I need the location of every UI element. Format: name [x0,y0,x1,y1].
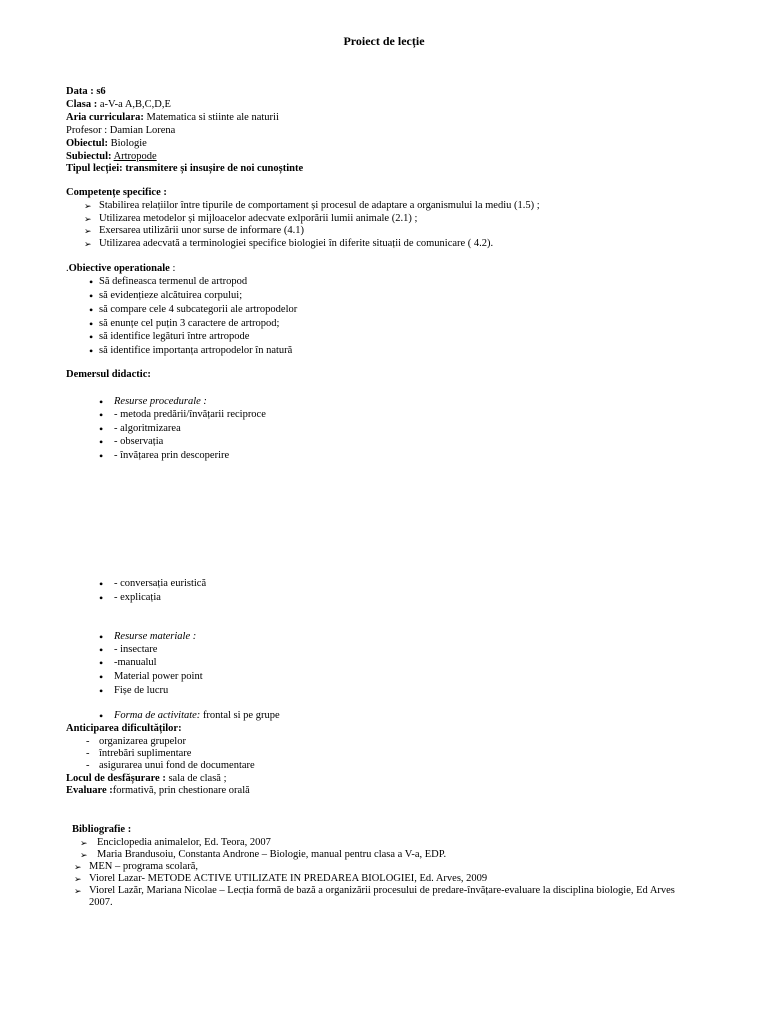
anticipare-item: asigurarea unui fond de documentare [99,760,255,771]
bibliografie-item: Viorel Lazăr, Mariana Nicolae – Lecția formă de bază a organizării procesului de predare-învățare-evaluare la disciplina biologie, Ed Arves [89,885,675,896]
forma-activitate-line [114,710,280,723]
page-title: Proiect de lecție [343,34,425,48]
resursa-materiala-item: Material power point [114,671,203,682]
resursa-materiala-item: - insectare [114,644,158,655]
clasa-value: a-V-a A,B,C,D,E [99,99,171,110]
bibliografie-item: Viorel Lazar- METODE ACTIVE UTILIZATE IN PREDAREA BIOLOGIEI, Ed. Arves, 2009 [89,873,488,884]
bullet-icon: • [99,630,104,644]
bullet-icon: • [99,422,104,436]
obiectiv-item: să identifice legături între artropode [99,331,250,342]
locul-value: sala de clasă ; [165,773,227,784]
profesor-line: Profesor : Damian Lorena [66,125,176,136]
clasa-label: Clasa : [66,99,100,110]
bullet-icon: • [99,395,104,409]
arrow-icon: ➢ [74,874,82,884]
aria-value: Matematica si stiinte ale naturii [143,112,279,123]
resursa-procedurala-item: - metoda predării/învățarii reciproce [114,409,266,420]
arrow-icon: ➢ [74,886,82,896]
dash-icon: - [86,760,90,771]
arrow-icon: ➢ [84,214,92,224]
resursa-materiala-item: -manualul [114,657,157,668]
data-line [66,86,106,99]
obiectiv-item: să compare cele 4 subcategorii ale artropodelor [99,304,298,315]
bibliografie-item: Maria Brandusoiu, Constanta Androne – Biologie, manual pentru clasa a V-a, EDP. [97,849,447,860]
resursa-procedurala-item: - învățarea prin descoperire [114,450,230,461]
obiective-heading-suffix: : [169,263,176,274]
locul-line [66,773,226,786]
resursa-materiala-item: Fișe de lucru [114,685,169,696]
tipul-value: transmitere și insușire de noi cunoștinte [122,163,304,174]
resurse-procedurale-label: Resurse procedurale : [114,396,207,407]
bullet-icon: • [99,449,104,463]
arrow-icon: ➢ [80,838,88,848]
bullet-icon: • [89,317,94,331]
bullet-icon: • [89,289,94,303]
competenta-item: Utilizarea adecvată a terminologiei specifice biologiei în diferite situații de comunicare ( 4.2). [99,238,494,249]
anticiparea-heading: Anticiparea dificultăților: [66,723,182,734]
tipul-label: Tipul lecției: [66,163,123,174]
data-value: s6 [96,86,106,97]
competenta-item: Utilizarea metodelor și mijloacelor adecvate exlporării lumii animale (2.1) ; [99,213,418,224]
obiectiv-item: să enunțe cel puțin 3 caractere de artropod; [99,318,280,329]
bullet-icon: • [89,330,94,344]
arrow-icon: ➢ [84,201,92,211]
bibliografie-item-continuation: 2007. [89,897,113,908]
dash-icon: - [86,736,90,747]
bibliografie-item: MEN – programa scolară, [89,861,199,872]
obiectul-label: Obiectul: [66,138,108,149]
obiectiv-item: să identifice importanța artropodelor în natură [99,345,293,356]
obiectiv-item: Să defineasca termenul de artropod [99,276,248,287]
tipul-line [66,163,303,176]
bullet-icon: • [99,591,104,605]
obiectiv-item: să evidențieze alcătuirea corpului; [99,290,243,301]
bullet-icon: • [99,656,104,670]
arrow-icon: ➢ [74,862,82,872]
aria-label: Aria curriculara: [66,112,144,123]
evaluare-value: formativă, prin chestionare orală [112,785,250,796]
resursa-procedurala-item: - observația [114,436,164,447]
forma-activitate-value: frontal si pe grupe [202,710,280,721]
bullet-icon: • [89,344,94,358]
bullet-icon: • [89,275,94,289]
evaluare-line [66,785,250,798]
obiectul-value: Biologie [108,138,147,149]
clasa-line [66,99,171,112]
bullet-icon: • [99,643,104,657]
anticipare-item: organizarea grupelor [99,736,186,747]
arrow-icon: ➢ [84,239,92,249]
competenta-item: Exersarea utilizării unor surse de informare (4.1) [99,225,304,236]
data-label: Data : [66,86,97,97]
bullet-icon: • [99,435,104,449]
subiectul-value: Artropode [113,151,157,162]
bullet-icon: • [99,709,104,723]
locul-label: Locul de desfășurare : [66,773,166,784]
arrow-icon: ➢ [84,226,92,236]
resurse-materiale-label: Resurse materiale : [114,631,197,642]
resursa-procedurala-item: - conversația euristică [114,578,207,589]
subiectul-line [66,151,157,164]
subiectul-label: Subiectul: [66,151,112,162]
obiective-heading-prefix: . [66,263,69,274]
demersul-heading: Demersul didactic: [66,369,151,380]
dash-icon: - [86,748,90,759]
anticipare-item: întrebări suplimentare [99,748,192,759]
evaluare-label: Evaluare : [66,785,113,796]
competenta-item: Stabilirea relațiilor între tipurile de comportament și procesul de adaptare a organismului la mediu (1.5) ; [99,200,540,211]
bullet-icon: • [99,670,104,684]
competente-heading: Competențe specifice : [66,187,167,198]
aria-line [66,112,279,125]
arrow-icon: ➢ [80,850,88,860]
forma-activitate-label: Forma de activitate: [114,710,203,721]
bullet-icon: • [89,303,94,317]
bullet-icon: • [99,408,104,422]
bibliografie-heading: Bibliografie : [72,824,132,835]
bullet-icon: • [99,577,104,591]
bullet-icon: • [99,684,104,698]
obiective-heading [66,263,175,276]
resursa-procedurala-item: - explicația [114,592,161,603]
bibliografie-item: Enciclopedia animalelor, Ed. Teora, 2007 [97,837,271,848]
obiectul-line [66,138,147,151]
obiective-heading-text: Obiective operationale [68,263,170,274]
resursa-procedurala-item: - algoritmizarea [114,423,181,434]
